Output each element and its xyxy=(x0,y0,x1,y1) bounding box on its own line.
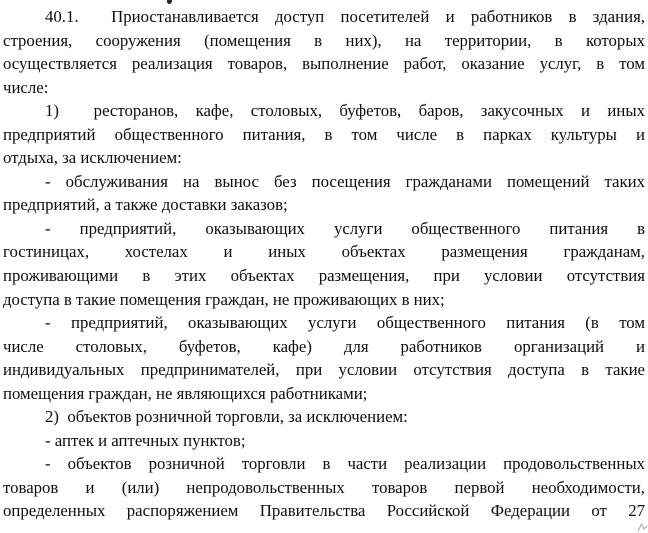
text-line: помещения граждан, не являющихся работниками; xyxy=(3,383,368,403)
text-line: отдыха, за исключением: xyxy=(3,148,182,168)
text-line: 40.1. Приостанавливается доступ посетителей и работников в здания, xyxy=(45,7,645,26)
text-line: - объектов розничной торговли в части реализации продовольственных xyxy=(45,454,645,474)
text-line: индивидуальных предпринимателей, при условии отсутствия доступа в такие xyxy=(3,360,645,380)
text-line: 1) ресторанов, кафе, столовых, буфетов, баров, закусочных и иных xyxy=(45,101,645,121)
text-line: товаров и (или) непродовольственных товаров первой необходимости, xyxy=(3,477,645,497)
text-line: проживающими в этих объектах размещения, при условии отсутствия xyxy=(3,266,645,286)
text-line: числе столовых, буфетов, кафе) для работников организаций и xyxy=(3,336,645,356)
text-line: осуществляется реализация товаров, выполнение работ, оказание услуг, в том xyxy=(3,54,645,74)
page-corner-artifact xyxy=(637,521,648,532)
paragraph xyxy=(3,311,645,405)
paragraph xyxy=(3,99,645,170)
text-line: определенных распоряжением Правительства Российской Федерации от 27 xyxy=(3,501,645,521)
text-line: - предприятий, оказывающих услуги общественного питания в xyxy=(45,218,645,238)
paragraph xyxy=(3,217,645,311)
text-line: - обслуживания на вынос без посещения гражданами помещений таких xyxy=(45,171,645,191)
document-text xyxy=(3,5,645,523)
text-line: гостиницах, хостелах и иных объектах размещения гражданам, xyxy=(3,242,645,262)
text-line: - аптек и аптечных пунктов; xyxy=(45,430,246,450)
text-line: предприятий общественного питания, в том числе в парках культуры и xyxy=(3,124,645,144)
paragraph xyxy=(3,170,645,217)
paragraph xyxy=(3,405,645,429)
cropped-character-fragment xyxy=(166,0,173,5)
text-line: предприятий, а также доставки заказов; xyxy=(3,195,288,215)
paragraph xyxy=(3,429,645,453)
text-line: 2) объектов розничной торговли, за исключением: xyxy=(45,407,408,427)
paragraph xyxy=(3,5,645,99)
text-line: - предприятий, оказывающих услуги общественного питания (в том xyxy=(45,313,645,333)
text-line: доступа в такие помещения граждан, не проживающих в них; xyxy=(3,289,445,309)
paragraph xyxy=(3,452,645,523)
text-line: строения, сооружения (помещения в них), на территории, в которых xyxy=(3,30,645,50)
text-line: числе: xyxy=(3,77,49,97)
